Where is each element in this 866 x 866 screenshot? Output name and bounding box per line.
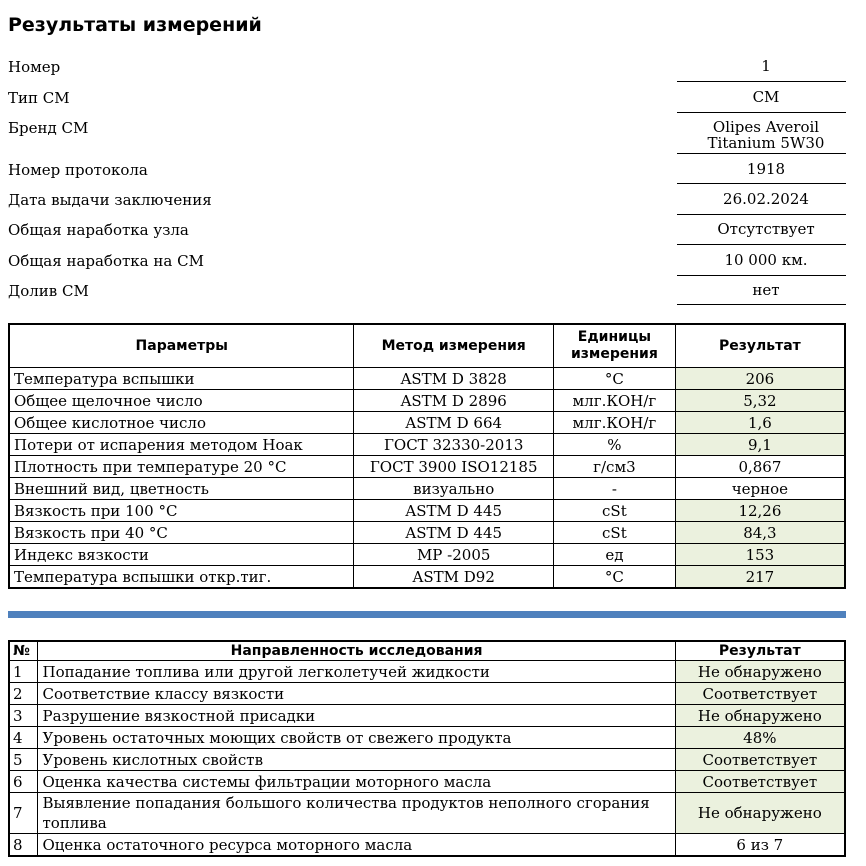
table-row	[9, 705, 845, 727]
table-row	[9, 478, 845, 500]
result-cell: 9,1	[675, 434, 845, 456]
num-cell: 6	[9, 771, 38, 793]
value-underline	[677, 244, 846, 245]
unit-cell: -	[553, 478, 675, 500]
params-table	[8, 323, 846, 589]
topic-cell: Оценка качества системы фильтрации моторного масла	[38, 771, 675, 793]
unit-cell: °С	[553, 368, 675, 390]
num-cell: 8	[9, 834, 38, 857]
unit-cell: %	[553, 434, 675, 456]
header-research-result: Результат	[675, 641, 845, 661]
num-cell: 2	[9, 683, 38, 705]
param-cell: Плотность при температуре 20 °С	[9, 456, 354, 478]
method-cell: визуально	[354, 478, 554, 500]
result-cell: Соответствует	[675, 771, 845, 793]
method-cell: ГОСТ 3900 ISO12185	[354, 456, 554, 478]
topic-cell: Разрушение вязкостной присадки	[38, 705, 675, 727]
topic-cell: Уровень остаточных моющих свойств от свежего продукта	[38, 727, 675, 749]
table-row	[9, 793, 845, 834]
value-underline	[677, 81, 846, 82]
param-cell: Вязкость при 40 °С	[9, 522, 354, 544]
table-row	[9, 566, 845, 589]
table-row	[9, 661, 845, 683]
section-divider	[8, 611, 846, 618]
table-row	[9, 544, 845, 566]
params-header-row	[9, 324, 845, 368]
info-value: 1918	[746, 160, 786, 178]
result-cell: 217	[675, 566, 845, 589]
value-underline	[677, 153, 846, 154]
unit-cell: ед	[553, 544, 675, 566]
info-label: Общая наработка на СМ	[8, 252, 204, 270]
num-cell: 4	[9, 727, 38, 749]
result-cell: 153	[675, 544, 845, 566]
topic-cell: Выявление попадания большого количества продуктов неполного сгорания топлива	[38, 793, 675, 834]
unit-cell: млг.КОН/г	[553, 390, 675, 412]
unit-cell: г/см3	[553, 456, 675, 478]
info-value: 1	[761, 57, 771, 75]
info-value: Отсутствует	[717, 220, 815, 238]
method-cell: ГОСТ 32330-2013	[354, 434, 554, 456]
info-label: Общая наработка узла	[8, 221, 189, 239]
param-cell: Температура вспышки откр.тиг.	[9, 566, 354, 589]
result-cell: 12,26	[675, 500, 845, 522]
topic-cell: Оценка остаточного ресурса моторного масла	[38, 834, 675, 857]
info-label: Номер	[8, 58, 61, 76]
num-cell: 7	[9, 793, 38, 834]
table-row	[9, 368, 845, 390]
method-cell: ASTM D 445	[354, 522, 554, 544]
topic-cell: Попадание топлива или другой легколетучей жидкости	[38, 661, 675, 683]
num-cell: 3	[9, 705, 38, 727]
method-cell: ASTM D 2896	[354, 390, 554, 412]
result-cell: черное	[675, 478, 845, 500]
header-num: №	[9, 641, 38, 661]
topic-cell: Уровень кислотных свойств	[38, 749, 675, 771]
info-label: Тип СМ	[8, 89, 70, 107]
result-cell: Не обнаружено	[675, 705, 845, 727]
result-cell: 84,3	[675, 522, 845, 544]
num-cell: 1	[9, 661, 38, 683]
result-cell: 48%	[675, 727, 845, 749]
result-cell: 206	[675, 368, 845, 390]
param-cell: Индекс вязкости	[9, 544, 354, 566]
header-method: Метод измерения	[354, 324, 554, 368]
method-cell: ASTM D 664	[354, 412, 554, 434]
topic-cell: Соответствие классу вязкости	[38, 683, 675, 705]
info-label: Бренд СМ	[8, 119, 89, 137]
page-title: Результаты измерений	[8, 14, 262, 36]
method-cell: МР -2005	[354, 544, 554, 566]
table-row	[9, 456, 845, 478]
header-units: Единицы измерения	[553, 324, 675, 368]
table-row	[9, 683, 845, 705]
param-cell: Внешний вид, цветность	[9, 478, 354, 500]
result-cell: Соответствует	[675, 749, 845, 771]
result-cell: 0,867	[675, 456, 845, 478]
method-cell: ASTM D 3828	[354, 368, 554, 390]
info-value: 10 000 км.	[724, 251, 808, 269]
unit-cell: cSt	[553, 522, 675, 544]
param-cell: Потери от испарения методом Ноак	[9, 434, 354, 456]
table-row	[9, 834, 845, 857]
param-cell: Вязкость при 100 °С	[9, 500, 354, 522]
header-topic: Направленность исследования	[38, 641, 675, 661]
result-cell: 6 из 7	[675, 834, 845, 857]
table-row	[9, 390, 845, 412]
result-cell: Не обнаружено	[675, 661, 845, 683]
info-label: Долив СМ	[8, 282, 89, 300]
info-label: Дата выдачи заключения	[8, 191, 212, 209]
method-cell: ASTM D92	[354, 566, 554, 589]
value-underline	[677, 214, 846, 215]
table-row	[9, 412, 845, 434]
unit-cell: °С	[553, 566, 675, 589]
research-table	[8, 640, 846, 857]
num-cell: 5	[9, 749, 38, 771]
table-row	[9, 522, 845, 544]
value-underline	[677, 275, 846, 276]
info-label: Номер протокола	[8, 161, 148, 179]
info-value: Olipes Averoil Titanium 5W30	[707, 118, 825, 152]
result-cell: 1,6	[675, 412, 845, 434]
info-value: 26.02.2024	[723, 190, 809, 208]
info-value: СМ	[752, 88, 780, 106]
table-row	[9, 434, 845, 456]
header-params: Параметры	[9, 324, 354, 368]
table-row	[9, 771, 845, 793]
param-cell: Температура вспышки	[9, 368, 354, 390]
param-cell: Общее щелочное число	[9, 390, 354, 412]
method-cell: ASTM D 445	[354, 500, 554, 522]
header-result: Результат	[675, 324, 845, 368]
unit-cell: млг.КОН/г	[553, 412, 675, 434]
table-row	[9, 500, 845, 522]
table-row	[9, 749, 845, 771]
param-cell: Общее кислотное число	[9, 412, 354, 434]
info-value: нет	[752, 281, 780, 299]
research-header-row	[9, 641, 845, 661]
value-underline	[677, 304, 846, 305]
unit-cell: cSt	[553, 500, 675, 522]
table-row	[9, 727, 845, 749]
value-underline	[677, 112, 846, 113]
result-cell: Не обнаружено	[675, 793, 845, 834]
value-underline	[677, 183, 846, 184]
result-cell: 5,32	[675, 390, 845, 412]
result-cell: Соответствует	[675, 683, 845, 705]
